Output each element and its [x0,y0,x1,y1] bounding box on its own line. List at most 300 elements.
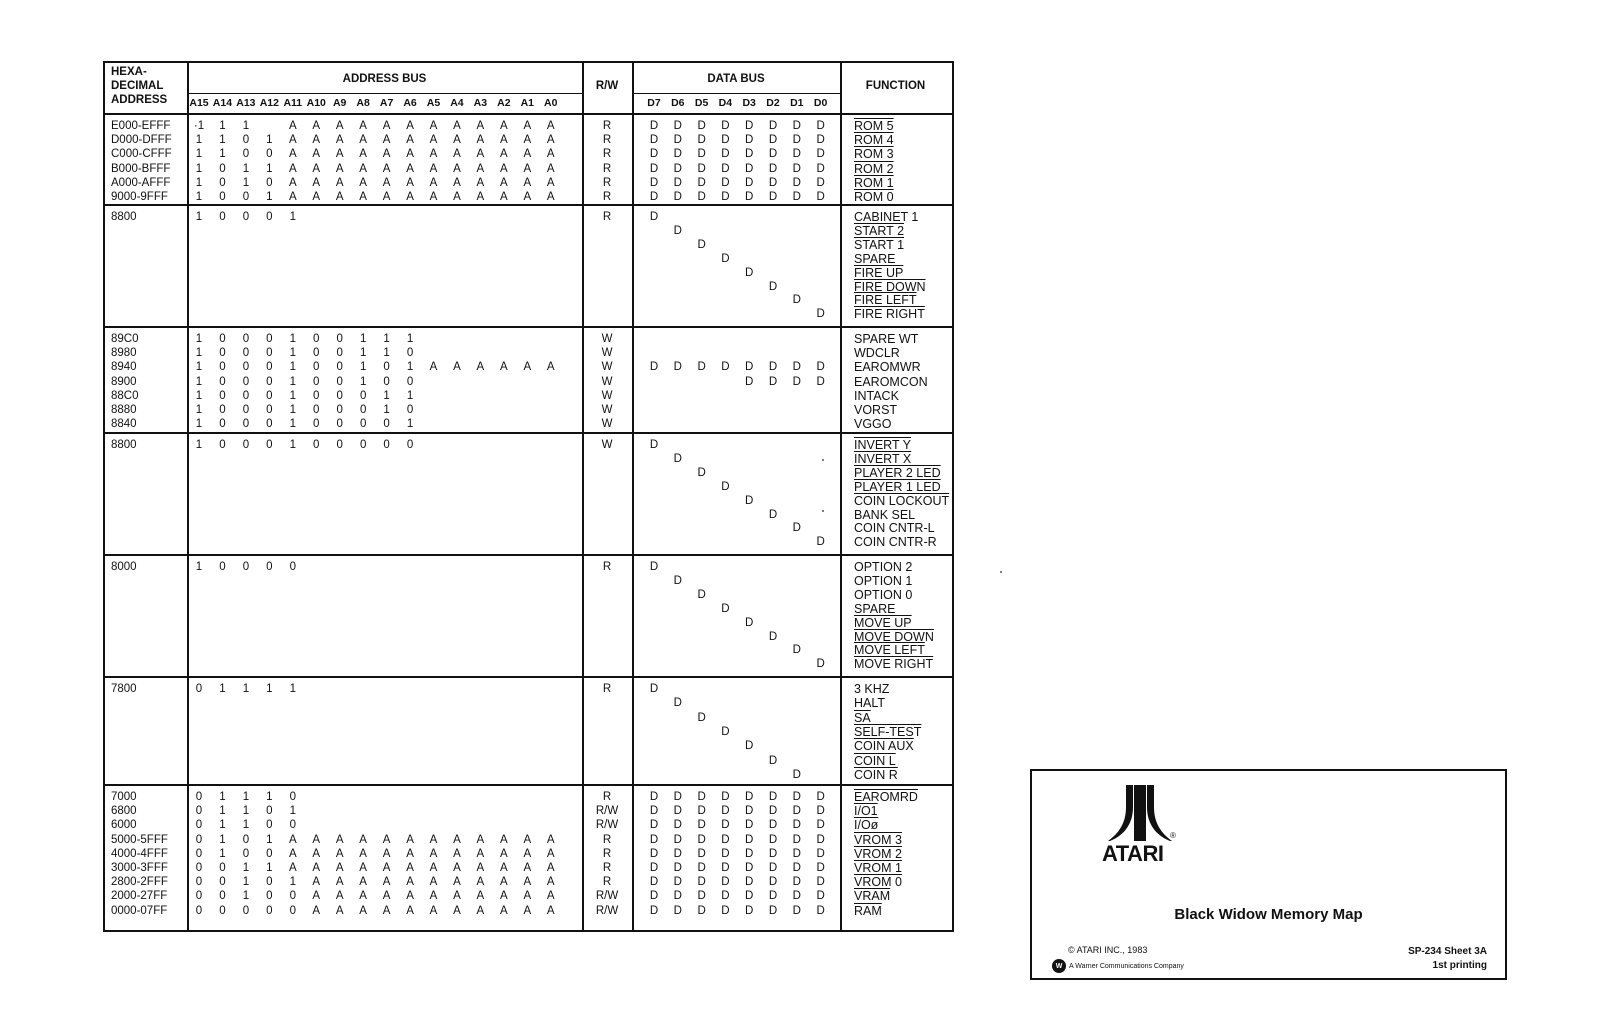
address-bit-value: A [500,876,508,889]
address-bit-value: A [312,162,321,175]
function-label: OPTION 2 [854,560,913,574]
address-bit-value: 0 [266,439,273,451]
address-bit-value: 1 [289,333,296,345]
address-bit-value: 1 [219,805,226,818]
address-bit-value: 0 [383,418,390,431]
header-address-bit: A3 [473,97,488,109]
data-bit-value: D [745,494,754,507]
data-bit-value: D [745,162,754,175]
rw-value: R/W [595,805,619,818]
address-bit-value: A [359,876,367,889]
hex-address: 8980 [111,347,137,360]
data-bit-value: D [792,162,801,175]
address-bit-value: 0 [266,333,273,345]
address-bit-value: A [312,120,321,132]
header-address-bit: A13 [236,97,256,109]
data-bit-value: D [792,361,801,374]
address-bit-value: A [335,862,344,874]
data-bit-value: D [745,847,754,860]
address-bit-value: A [523,833,532,846]
function-label: START 1 [854,237,905,252]
address-bit-value: 0 [266,904,273,917]
data-bit-value: D [792,522,801,535]
address-bit-value: A [288,847,297,860]
address-bit-value: 1 [383,347,390,360]
hex-address: 5000-5FFF [111,833,168,846]
address-bit-value: 0 [266,404,273,416]
address-bit-value: A [453,148,461,161]
data-bit-value: D [697,711,706,724]
function-label: VGGO [854,417,892,432]
address-bit-value: 0 [336,404,343,416]
data-bit-value: D [745,616,754,629]
address-bit-value: A [382,904,391,917]
data-bit-value: D [673,791,682,803]
address-bit-value: 1 [266,683,273,695]
address-bit-value: A [335,890,344,903]
data-bit-value: D [792,819,801,832]
address-bit-value: A [500,847,508,860]
address-bit-value: A [382,847,391,860]
data-bit-value: D [792,644,801,657]
address-bit-value: A [453,904,461,917]
function-label: SELF-TEST [854,724,922,739]
address-bit-value: A [312,191,321,203]
header-hex-address: ADDRESS [111,94,168,106]
data-bit-value: D [721,480,730,493]
data-bit-value: D [792,176,801,189]
address-bit-value: 0 [195,890,203,903]
address-bit-value: 0 [219,439,226,451]
function-label: ROM 4 [854,133,894,148]
address-bit-value: A [288,120,297,132]
address-bit-value: 1 [219,683,226,695]
header-address-bit: A2 [497,97,511,109]
function-label: ROM 0 [854,190,894,204]
address-bit-value: A [523,876,532,889]
function-label: I/O1 [854,804,878,819]
address-bit-value: 1 [242,890,250,903]
data-bit-value: D [673,876,682,889]
address-bit-value: 1 [195,211,203,223]
data-bit-value: D [745,833,754,846]
hex-address: 88C0 [111,389,139,402]
address-bit-value: 1 [242,683,250,695]
data-bit-value: D [792,148,801,161]
function-label: HALT [854,696,886,711]
address-bit-value: A [335,847,344,860]
address-bit-value: 1 [195,176,203,189]
header-address-bit: A7 [379,97,394,109]
address-bit-value: 0 [406,439,414,451]
address-bit-value: A [500,120,508,132]
rw-value: W [601,375,613,388]
data-bit-value: D [673,697,682,710]
data-bit-value: D [792,120,801,132]
data-bit-value: D [792,904,801,917]
rw-value: W [601,418,613,431]
address-bit-value: 0 [242,561,250,573]
data-bit-value: D [673,862,682,874]
data-bit-value: D [792,876,801,889]
address-bit-value: 1 [359,347,367,360]
data-bit-value: D [816,308,825,321]
data-bit-value: D [792,375,801,388]
address-bit-value: A [523,162,532,175]
function-label: $\overline{SA}$ [854,710,871,725]
function-label: COIN L [854,753,896,768]
address-bit-value: A [382,176,391,189]
hex-address: 8840 [111,418,137,431]
data-bit-value: D [792,805,801,818]
drawing-title: Black Widow Memory Map [1174,906,1363,923]
data-bit-value: D [768,805,778,818]
function-label: ROM 5 [854,119,894,133]
function-label: INVERT X [854,451,912,466]
address-bit-value: 1 [242,876,250,889]
rw-value: R [602,120,612,132]
address-bit-value: 1 [406,361,414,374]
rw-value: W [601,333,613,345]
printing: 1st printing [1432,960,1487,971]
address-bit-value: 0 [242,333,250,345]
address-bit-value: A [546,847,555,860]
address-bit-value: A [406,876,414,889]
header-hex-address: DECIMAL [111,80,164,92]
data-bit-value: D [673,176,682,189]
function-label: VROM 3 [854,832,902,847]
data-bit-value: D [745,266,754,279]
address-bit-value: A [359,862,367,874]
address-bit-value: A [476,876,485,889]
address-bit-value: 0 [266,819,273,832]
address-bit-value: A [546,148,555,161]
address-bit-value: A [382,191,391,203]
address-bit-value: A [359,191,367,203]
data-bit-value: D [816,819,825,832]
address-bit-value: 1 [195,162,203,175]
rw-value: R/W [595,904,619,917]
atari-logo-text: ATARI [1102,841,1164,866]
hex-address: 9000-9FFF [111,191,168,203]
data-bit-value: D [721,876,730,889]
address-bit-value: 0 [242,211,250,223]
header-data-bit: D3 [742,97,756,109]
data-bit-value: D [649,134,659,147]
hex-address: 2000-27FF [111,890,168,903]
address-bit-value: A [546,904,555,917]
data-bit-value: D [697,791,706,803]
address-bit-value: 0 [242,833,250,846]
address-bit-value: 0 [359,439,367,451]
address-bit-value: 1 [383,404,390,416]
header-data-bit: D2 [766,97,780,109]
address-bit-value: A [523,847,532,860]
address-bit-value: A [476,833,485,846]
data-bit-value: D [768,876,778,889]
hex-address: B000-BFFF [111,162,171,175]
data-bit-value: D [816,862,825,874]
hex-address: 2800-2FFF [111,876,168,889]
hex-address: 89C0 [111,333,139,345]
address-bit-value: A [382,162,391,175]
address-bit-value: 0 [195,833,203,846]
address-bit-value: 0 [383,439,390,451]
address-bit-value: 0 [219,876,226,889]
address-bit-value: A [546,120,555,132]
hex-address: C000-CFFF [111,148,172,161]
data-bit-value: D [673,847,682,860]
hex-address: 6000 [111,819,137,832]
company-line [1052,959,1184,973]
address-bit-value: A [312,176,321,189]
function-label: FIRE RIGHT [854,307,925,322]
address-bit-value: A [359,904,367,917]
function-label: VRAM [854,889,891,904]
data-bit-value: D [721,819,730,832]
address-bit-value: A [523,890,532,903]
address-bit-value: 0 [313,347,320,360]
data-bit-value: D [697,134,706,147]
data-bit-value: D [697,588,706,601]
data-bit-value: D [768,176,778,189]
address-bit-value: 1 [289,404,296,416]
address-bit-value: 1 [195,375,203,388]
function-label: ROM 1 [854,175,894,190]
address-bit-value: 1 [195,561,203,573]
data-bit-value: D [768,754,778,767]
address-bit-value: A [288,134,297,147]
data-bit-value: D [816,847,825,860]
data-bit-value: D [649,833,659,846]
rw-value: R [602,148,612,161]
address-bit-value: 0 [266,361,273,374]
address-bit-value: 1 [359,361,367,374]
address-bit-value: A [335,176,344,189]
data-bit-value: D [673,805,682,818]
company-name: A Warner Communications Company [1069,962,1184,970]
address-bit-value: 0 [219,418,226,431]
address-bit-value: 1 [242,805,250,818]
address-bit-value: 0 [406,347,414,360]
data-bit-value: D [768,630,778,643]
data-bit-value: D [697,805,706,818]
data-bit-value: D [768,375,778,388]
address-bit-value: 0 [289,819,296,832]
address-bit-value: 0 [219,176,226,189]
address-bit-value: A [288,862,297,874]
address-bit-value: 0 [313,418,320,431]
address-bit-value: A [312,904,321,917]
data-bit-value: D [768,134,778,147]
address-bit-value: A [453,120,461,132]
address-bit-value: A [335,162,344,175]
data-bit-value: D [697,120,706,132]
data-bit-value: D [721,904,730,917]
data-bit-value: D [816,176,825,189]
data-bit-value: D [768,280,778,293]
address-bit-value: 1 [195,404,203,416]
header-data-bit: D1 [790,97,804,109]
address-bit-value: A [406,847,414,860]
address-bit-value: 1 [195,439,203,451]
data-bit-value: D [792,768,801,781]
address-bit-value: 1 [359,375,367,388]
rw-value: R/W [595,819,619,832]
address-bit-value: 0 [195,683,203,695]
data-bit-value: D [697,890,706,903]
data-bit-value: D [673,890,682,903]
group-divider [105,204,952,206]
rw-value: W [601,347,613,360]
rw-value: R [602,162,612,175]
function-label: BANK SEL [854,507,916,522]
speck [1000,571,1002,573]
data-bit-value: D [745,148,754,161]
address-bit-value: 1 [219,134,226,147]
data-bit-value: D [721,862,730,874]
header-data-bit: D0 [813,97,828,109]
address-bit-value: A [453,162,461,175]
data-bit-value: D [649,876,659,889]
address-bit-value: A [453,134,461,147]
address-bit-value: A [429,904,438,917]
address-bit-value: A [406,134,414,147]
data-bit-value: D [697,876,706,889]
address-bit-value: A [476,176,485,189]
data-bit-value: D [768,191,778,203]
address-bit-value: A [523,361,532,374]
address-bit-value: 1 [195,134,203,147]
data-bit-value: D [745,904,754,917]
header-address-bit: A14 [212,97,233,109]
address-bit-value: 1 [242,819,250,832]
data-bit-value: D [816,833,825,846]
address-bit-value: 0 [313,389,320,402]
address-bit-value: 0 [336,418,343,431]
address-bit-value: 1 [195,418,203,431]
data-bit-value: D [673,148,682,161]
address-bit-value: 0 [219,862,226,874]
group-divider [105,326,952,328]
address-bit-value: 0 [242,404,250,416]
address-bit-value: A [546,361,555,374]
address-bit-value: 1 [383,389,390,402]
address-bit-value: A [453,890,461,903]
data-bit-value: D [768,890,778,903]
address-bit-value: 0 [242,347,250,360]
function-label: INTACK [854,388,899,403]
address-bit-value: 1 [289,347,296,360]
data-bit-value: D [649,683,659,695]
mark-dot [822,459,824,461]
data-bit-value: D [816,658,825,671]
address-bit-value: 0 [242,134,250,147]
data-bit-value: D [721,361,730,374]
data-bit-value: D [697,176,706,189]
data-bit-value: D [816,536,825,549]
data-bit-value: D [768,847,778,860]
data-bit-value: D [697,361,706,374]
address-bit-value: 1 [266,191,273,203]
rw-value: R [602,791,612,803]
data-bit-value: D [768,162,778,175]
address-bit-value: A [429,148,438,161]
data-bit-value: D [745,876,754,889]
function-label: SPARE [854,601,896,616]
address-bit-value: 0 [195,805,203,818]
header-address-bit: A9 [332,97,347,109]
address-bit-value: 1 [195,389,203,402]
registered-mark: ® [1170,831,1176,840]
function-label: COIN CNTR-R [854,535,937,550]
data-bit-value: D [792,791,801,803]
address-bit-value: 1 [195,347,203,360]
address-bit-value: 0 [219,347,226,360]
data-bit-value: D [816,162,825,175]
address-bit-value: 0 [383,375,390,388]
address-bit-value: A [382,876,391,889]
function-label: PLAYER 1 LED [854,479,941,494]
address-bit-value: 0 [242,148,250,161]
address-bit-value: A [382,134,391,147]
address-bit-value: 1 [289,439,296,451]
address-bit-value: 0 [219,162,226,175]
address-bit-value: A [546,162,555,175]
address-bit-value: A [429,862,438,874]
function-label: ROM 2 [854,161,894,176]
data-bit-value: D [697,191,706,203]
hex-address: 7000 [111,791,137,803]
function-label: WDCLR [854,346,900,361]
address-bit-value: 0 [219,211,226,223]
data-bit-value: D [745,375,754,388]
data-bit-value: D [649,162,659,175]
data-bit-value: D [745,819,754,832]
header-data-bit: D5 [694,97,709,109]
data-bit-value: D [768,148,778,161]
address-bit-value: A [429,833,438,846]
address-bit-value: A [453,191,461,203]
address-bit-value: A [500,361,508,374]
address-bit-value: 0 [219,375,226,388]
data-bit-value: D [673,134,682,147]
address-bit-value: 0 [336,361,343,374]
address-bit-value: A [476,862,485,874]
address-bit-value: 1 [289,683,296,695]
data-bit-value: D [768,833,778,846]
hex-address: 3000-3FFF [111,862,168,874]
data-bit-value: D [697,238,706,251]
data-bit-value: D [649,819,659,832]
address-bit-value: 1 [266,833,273,846]
address-bit-value: A [500,904,508,917]
address-bit-value: ·1 [193,120,205,132]
header-address-bit: A0 [544,97,558,109]
address-bit-value: A [312,890,321,903]
data-bit-value: D [745,890,754,903]
address-bit-value: 1 [289,876,296,889]
function-label: COIN LOCKOUT [854,493,950,508]
data-bit-value: D [673,191,682,203]
data-bit-value: D [697,862,706,874]
data-bit-value: D [649,120,659,132]
address-bit-value: A [359,176,367,189]
address-bit-value: 0 [266,418,273,431]
header-address-bit: A8 [356,97,370,109]
address-bit-value: 1 [406,418,414,431]
rw-value: W [601,404,613,416]
